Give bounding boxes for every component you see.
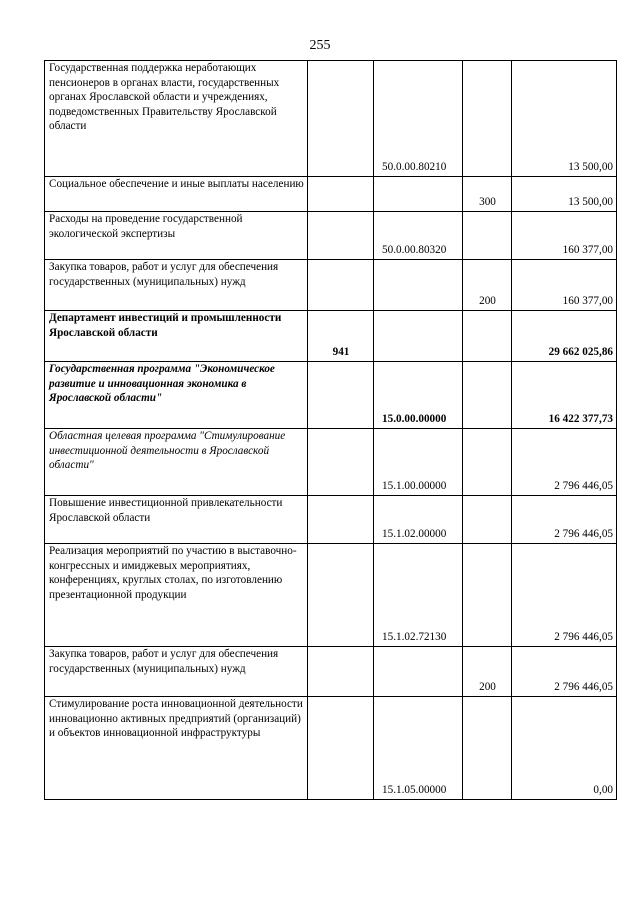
row-name: Расходы на проведение государственной экологической экспертизы: [45, 212, 308, 260]
page-number: 255: [309, 38, 331, 53]
row-ved: [308, 429, 374, 496]
table-row: [45, 362, 617, 429]
row-vr: [463, 61, 512, 177]
row-name: Повышение инвестиционной привлекательности Ярославской области: [45, 496, 308, 544]
row-sum: 16 422 377,73: [512, 362, 617, 429]
row-sum: 2 796 446,05: [512, 647, 617, 697]
row-csr: 50.0.00.80320: [374, 212, 463, 260]
table-row: [45, 177, 617, 212]
row-sum: 13 500,00: [512, 177, 617, 212]
row-csr: 15.1.00.00000: [374, 429, 463, 496]
row-csr: [374, 177, 463, 212]
row-csr: [374, 647, 463, 697]
row-sum: 13 500,00: [512, 61, 617, 177]
row-name: Государственная поддержка неработающих пенсионеров в органах власти, государственных органах Ярославской области и учреждениях, подведомственных Правительству Ярославской области: [45, 61, 308, 177]
row-ved: [308, 212, 374, 260]
row-sum: 2 796 446,05: [512, 496, 617, 544]
row-ved: [308, 647, 374, 697]
row-csr: 50.0.00.80210: [374, 61, 463, 177]
table-row: [45, 647, 617, 697]
row-name: Государственная программа "Экономическое развитие и инновационная экономика в Ярославской области": [45, 362, 308, 429]
row-csr: 15.1.02.72130: [374, 544, 463, 647]
row-vr: [463, 429, 512, 496]
table-row: [45, 496, 617, 544]
row-vr: [463, 362, 512, 429]
row-ved: [308, 496, 374, 544]
row-sum: 160 377,00: [512, 260, 617, 311]
row-ved: [308, 362, 374, 429]
row-csr: 15.1.05.00000: [374, 697, 463, 800]
row-sum: 0,00: [512, 697, 617, 800]
row-name: Закупка товаров, работ и услуг для обеспечения государственных (муниципальных) нужд: [45, 647, 308, 697]
row-vr: 200: [463, 647, 512, 697]
row-csr: [374, 311, 463, 362]
row-ved: [308, 260, 374, 311]
row-name: Стимулирование роста инновационной деятельности инновационно активных предприятий (организаций) и объектов инновационной инфраструктуры: [45, 697, 308, 800]
row-name: Реализация мероприятий по участию в выставочно-конгрессных и имиджевых мероприятиях, конференциях, круглых столах, по изготовлению презентационной продукции: [45, 544, 308, 647]
table-row: [45, 429, 617, 496]
row-vr: [463, 544, 512, 647]
row-sum: 2 796 446,05: [512, 544, 617, 647]
row-name: Закупка товаров, работ и услуг для обеспечения государственных (муниципальных) нужд: [45, 260, 308, 311]
row-sum: 29 662 025,86: [512, 311, 617, 362]
budget-table: [44, 60, 617, 800]
row-vr: [463, 311, 512, 362]
row-vr: 200: [463, 260, 512, 311]
row-ved: 941: [308, 311, 374, 362]
row-sum: 160 377,00: [512, 212, 617, 260]
table-row: [45, 212, 617, 260]
table-row: [45, 61, 617, 177]
row-vr: [463, 697, 512, 800]
table-row: [45, 311, 617, 362]
row-name: Департамент инвестиций и промышленности Ярославской области: [45, 311, 308, 362]
row-vr: [463, 496, 512, 544]
row-ved: [308, 697, 374, 800]
row-csr: 15.0.00.00000: [374, 362, 463, 429]
row-vr: 300: [463, 177, 512, 212]
row-vr: [463, 212, 512, 260]
table-row: [45, 260, 617, 311]
table-row: [45, 697, 617, 800]
row-ved: [308, 61, 374, 177]
row-sum: 2 796 446,05: [512, 429, 617, 496]
row-ved: [308, 177, 374, 212]
row-csr: [374, 260, 463, 311]
row-ved: [308, 544, 374, 647]
row-csr: 15.1.02.00000: [374, 496, 463, 544]
row-name: Областная целевая программа "Стимулирование инвестиционной деятельности в Ярославской области": [45, 429, 308, 496]
table-row: [45, 544, 617, 647]
row-name: Социальное обеспечение и иные выплаты населению: [45, 177, 308, 212]
